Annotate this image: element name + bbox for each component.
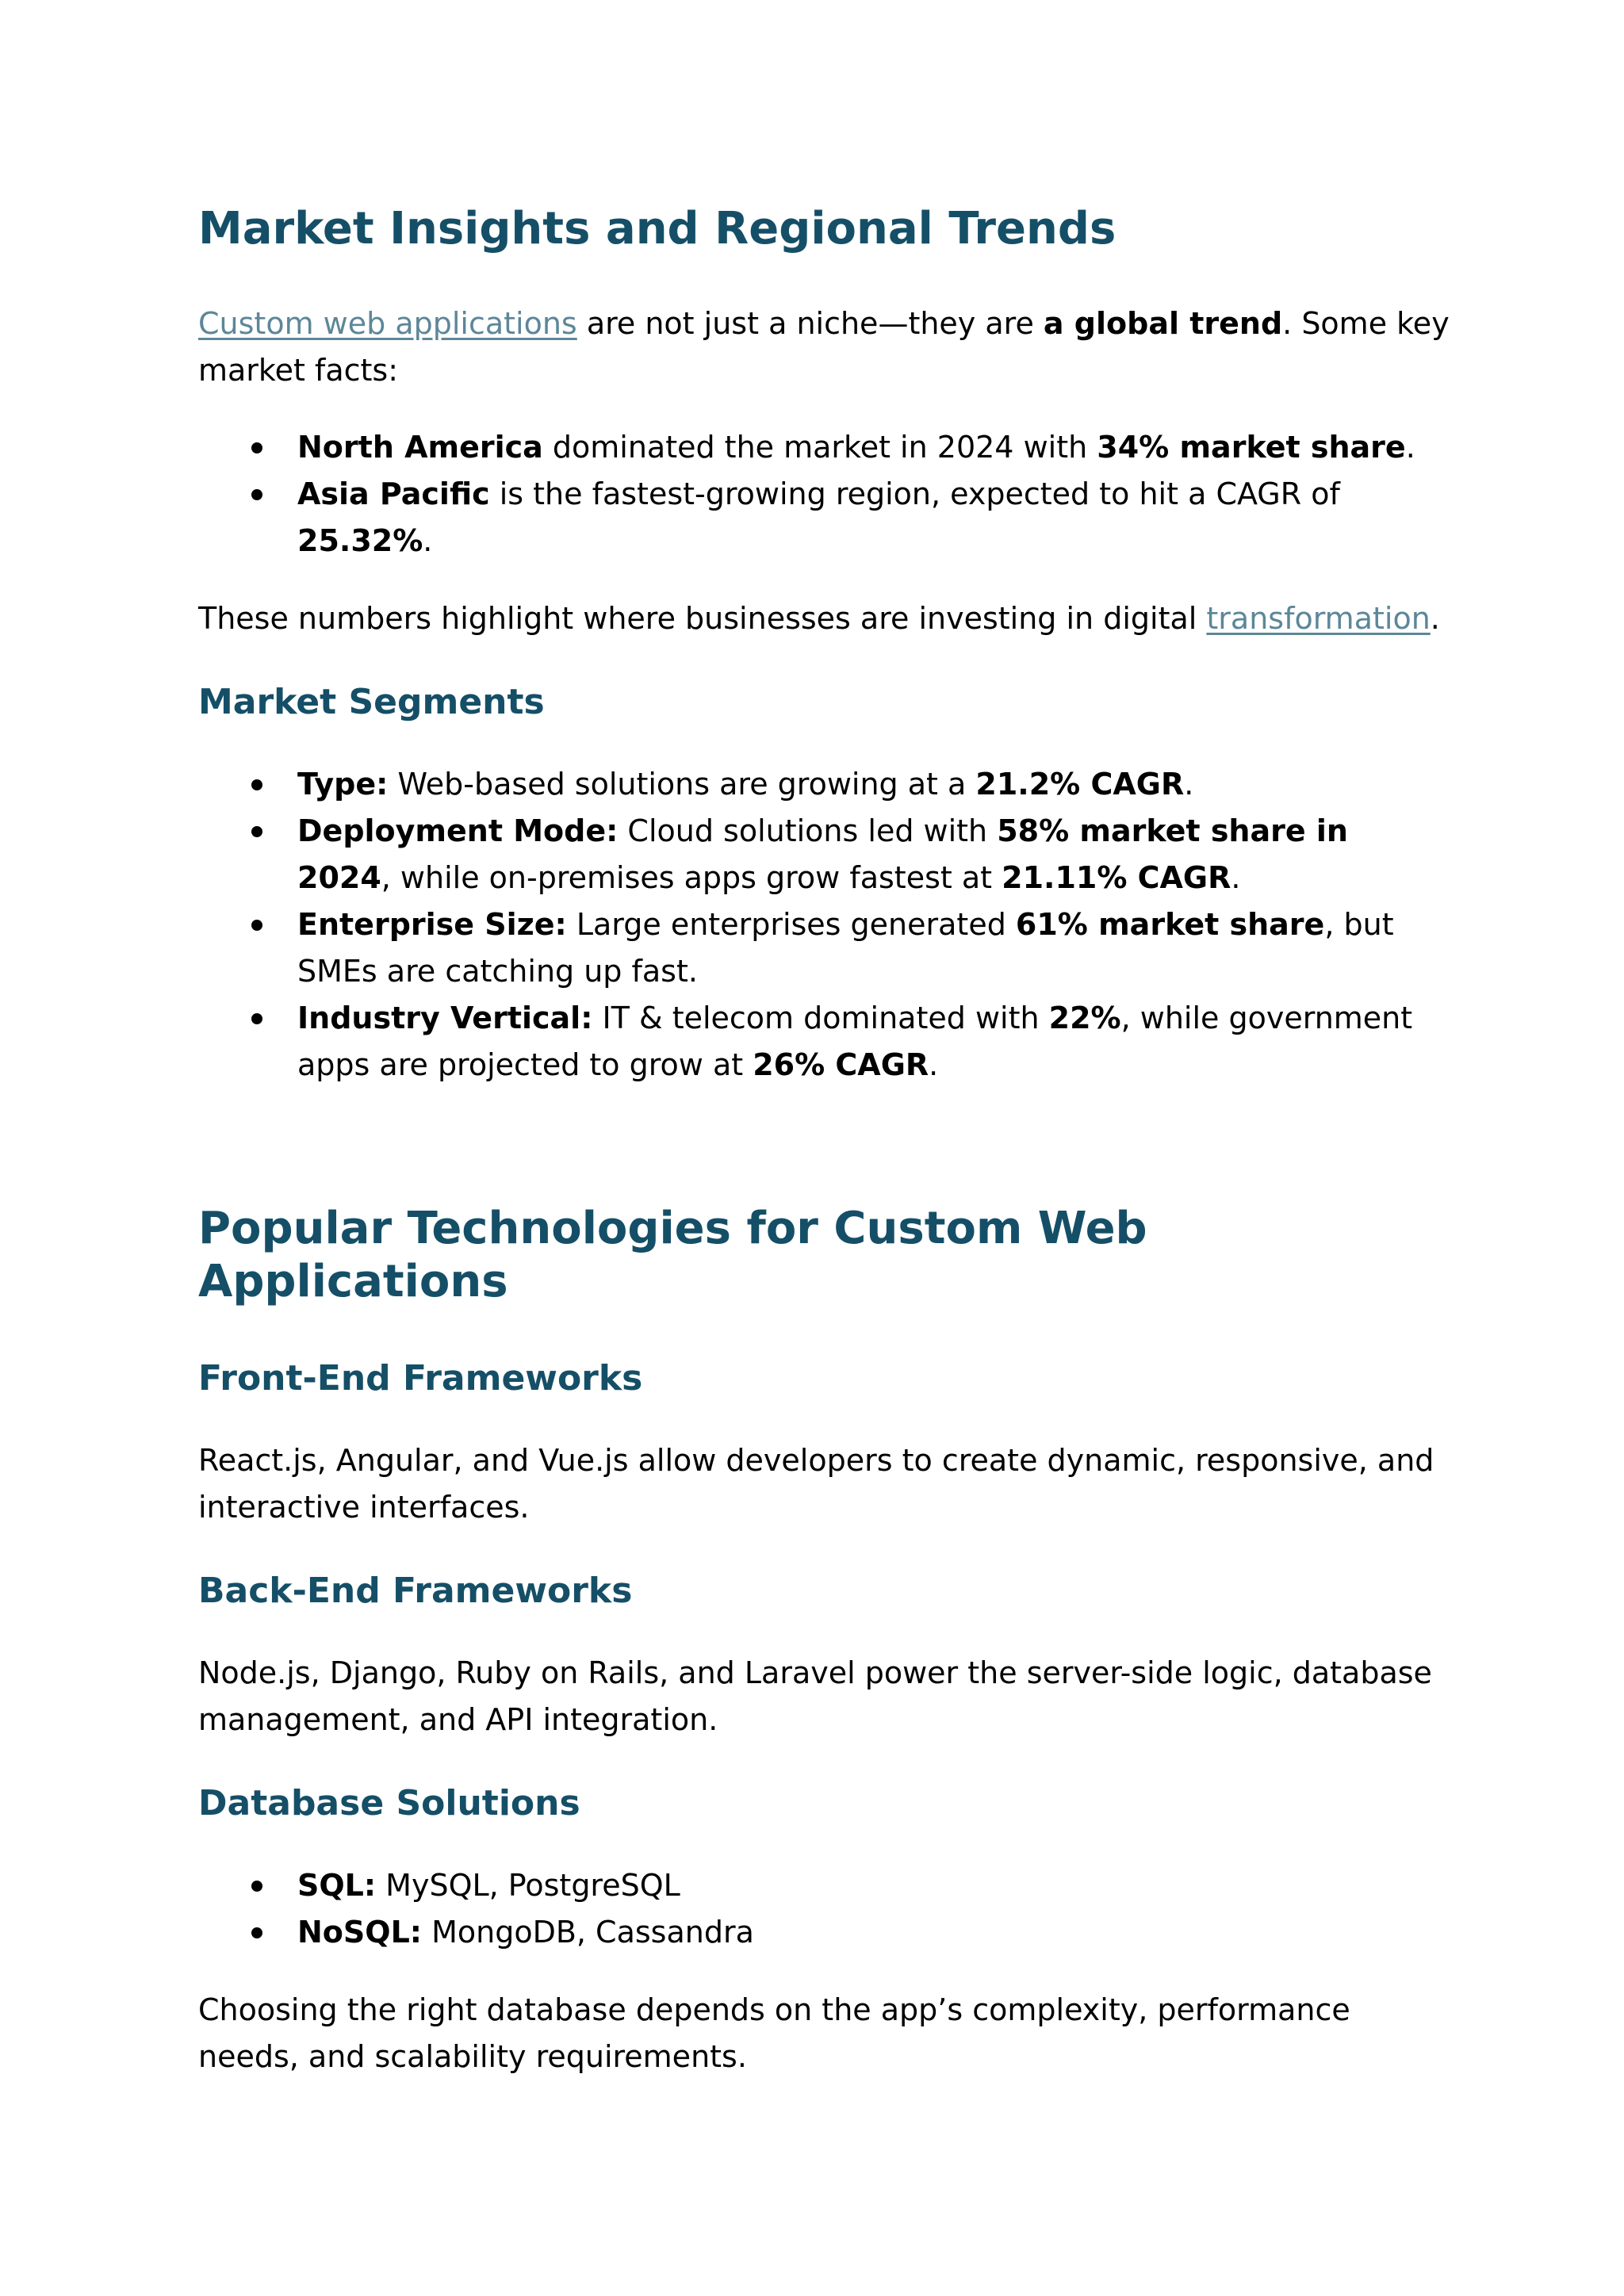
- list-item: Industry Vertical: IT & telecom dominated with 22%, while government apps are projected to grow at 26% CAGR.: [297, 995, 1451, 1089]
- list-item: NoSQL: MongoDB, Cassandra: [297, 1909, 1451, 1956]
- custom-web-applications-link[interactable]: Custom web applications: [198, 306, 577, 342]
- document-content: [198, 0, 1451, 2080]
- back-end-paragraph: Node.js, Django, Ruby on Rails, and Laravel power the server-side logic, database management, and API integration.: [198, 1655, 1432, 1737]
- list-item: North America dominated the market in 2024 with 34% market share.: [297, 424, 1451, 471]
- subsection-title-front-end: Front-End Frameworks: [198, 1358, 643, 1399]
- subsection-title-back-end: Back-End Frameworks: [198, 1571, 633, 1612]
- list-item: Deployment Mode: Cloud solutions led with 58% market share in 2024, while on-premises apps grow fastest at 21.11% CAGR.: [297, 808, 1451, 901]
- list-item: Asia Pacific is the fastest-growing region, expected to hit a CAGR of 25.32%.: [297, 471, 1451, 564]
- subsection-title-market-segments: Market Segments: [198, 682, 545, 723]
- database-closing-paragraph: Choosing the right database depends on the app’s complexity, performance needs, and scalability requirements.: [198, 1992, 1350, 2074]
- segments-list: [198, 761, 1451, 1089]
- regions-list: [198, 424, 1451, 564]
- transformation-link[interactable]: transformation: [1206, 601, 1431, 637]
- intro-paragraph: Custom web applications are not just a niche—they are a global trend. Some key market facts:: [198, 306, 1450, 388]
- subsection-title-database: Database Solutions: [198, 1782, 580, 1823]
- section-title-market-insights: Market Insights and Regional Trends: [198, 203, 1116, 254]
- numbers-paragraph: These numbers highlight where businesses are investing in digital transformation.: [198, 601, 1440, 637]
- database-list: [198, 1862, 1451, 1956]
- list-item: SQL: MySQL, PostgreSQL: [297, 1862, 1451, 1909]
- list-item: Enterprise Size: Large enterprises generated 61% market share, but SMEs are catching up fast.: [297, 901, 1451, 995]
- front-end-paragraph: React.js, Angular, and Vue.js allow developers to create dynamic, responsive, and interactive interfaces.: [198, 1443, 1434, 1525]
- section-title-popular-technologies: Popular Technologies for Custom Web Applications: [198, 1202, 1147, 1308]
- list-item: Type: Web-based solutions are growing at a 21.2% CAGR.: [297, 761, 1451, 808]
